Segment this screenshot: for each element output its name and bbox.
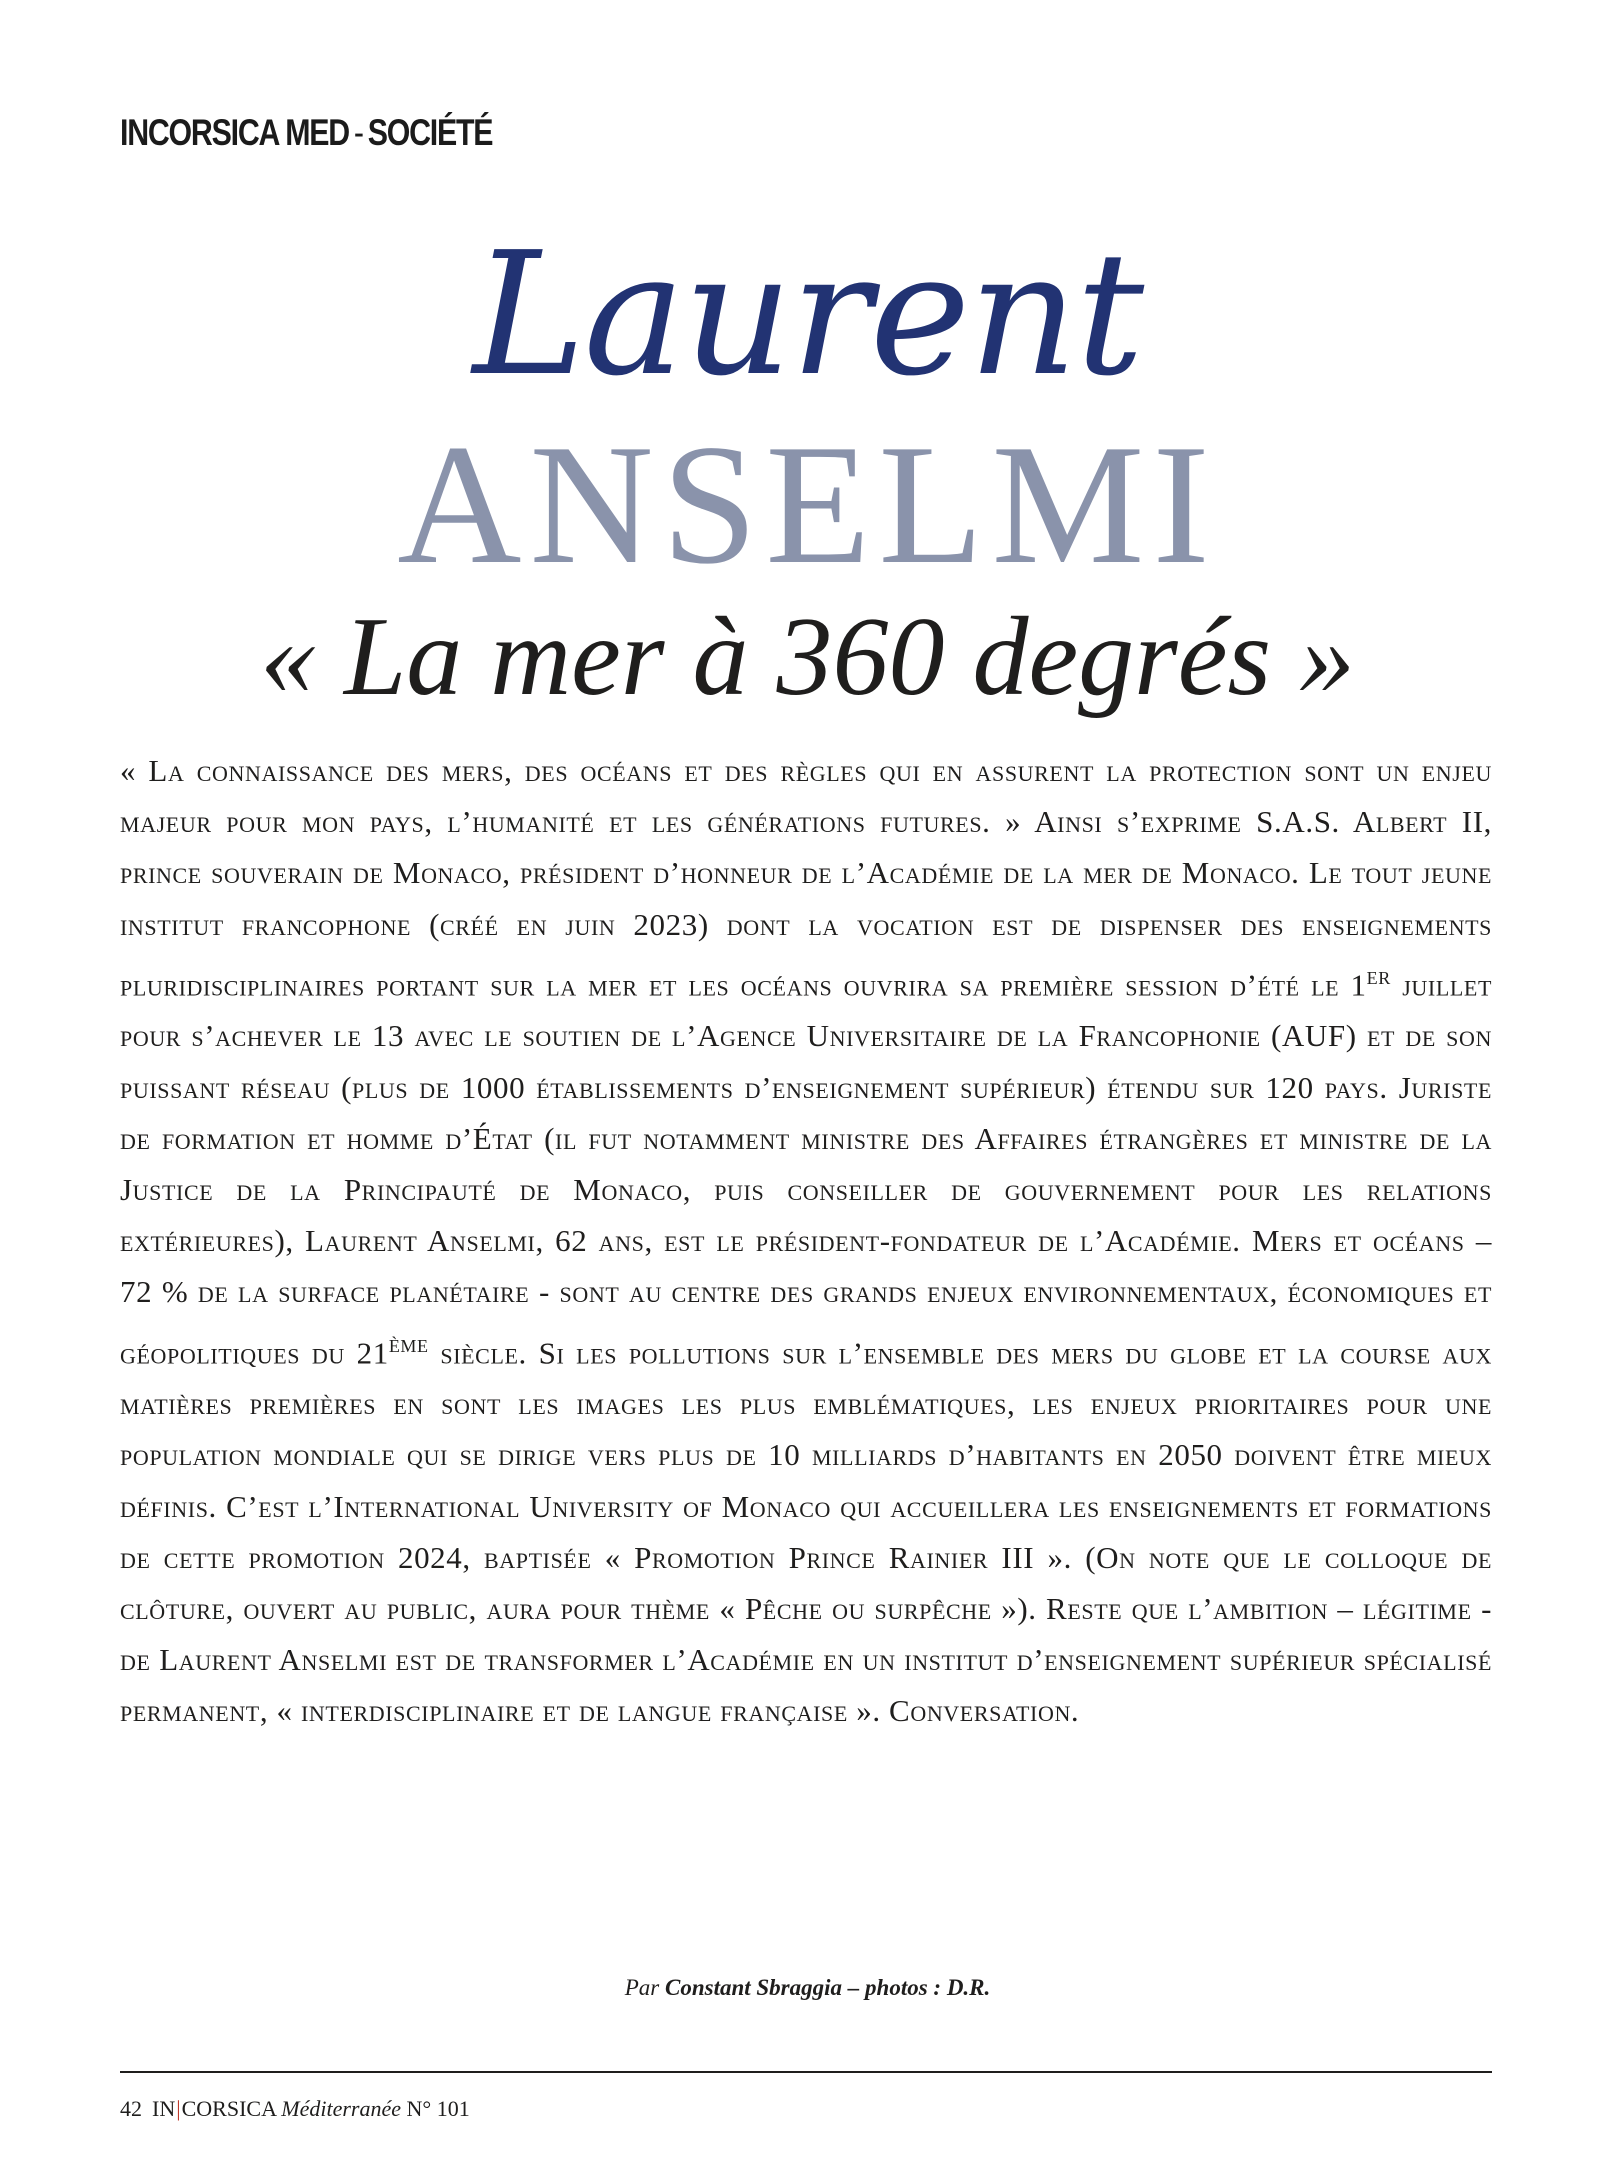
footer-brand-corsica: CORSICA (181, 2096, 282, 2121)
byline-author: Constant Sbraggia – photos : D.R. (664, 1975, 991, 2000)
footer-issue: N° 101 (401, 2096, 470, 2121)
section-header (120, 112, 492, 154)
title-quote: « La mer à 360 degrés » (259, 595, 1356, 719)
lead-text-part-2: juillet pour s’achever le 13 avec le soutien de l’Agence Universitaire de la Francophonie (AUF) et de son puissant réseau (plus de 1000 établissements d’enseignement supérieur) étendu sur 120 pays. Juriste de formation et homme d’État (il fut notamment ministre des Affaires étrangères et ministre de la Justice de la Principauté de Monaco, puis conseiller de gouvernement pour les relations extérieures), Laurent Anselmi, 62 ans, est le président-fondateur de l’Académie. Mers et océans – 72 % de la surface planétaire - sont au centre des grands enjeux environnementaux, économiques et géopolitiques du 21 (120, 967, 1492, 1370)
footer-brand-in: IN (152, 2096, 176, 2121)
header-separator: - (353, 112, 363, 153)
title-first-name: Laurent (472, 216, 1143, 414)
title-last-name: ANSELMI (397, 410, 1218, 600)
byline-prefix: Par (624, 1975, 665, 2000)
ordinal-superscript-2: ème (388, 1328, 429, 1358)
magazine-name: INCORSICA MED (120, 112, 349, 153)
lead-text-part-1: « La connaissance des mers, des océans et des règles qui en assurent la protection sont un enjeu majeur pour mon pays, l’humanité et les générations futures. » Ainsi s’exprime S.A.S. Albert II, prince souverain de Monaco, président d’honneur de l’Académie de la mer de Monaco. Le tout jeune institut francophone (créé en juin 2023) dont la vocation est de dispenser des enseignements pluridisciplinaires portant sur la mer et les océans ouvrira sa première session d’été le 1 (120, 753, 1492, 1003)
footer-edition: Méditerranée (281, 2096, 402, 2121)
lead-paragraph (120, 745, 1492, 1737)
footer-brand-bar: | (176, 2096, 181, 2121)
page-footer (120, 2096, 470, 2122)
footer-divider (120, 2071, 1492, 2073)
page-number: 42 (120, 2096, 142, 2121)
section-name: SOCIÉTÉ (367, 112, 493, 153)
lead-text-part-3: siècle. Si les pollutions sur l’ensemble des mers du globe et la course aux matières premières en sont les images les plus emblématiques, les enjeux prioritaires pour une population mondiale qui se dirige vers plus de 10 milliards d’habitants en 2050 doivent être mieux définis. C’est l’International University of Monaco qui accueillera les enseignements et formations de cette promotion 2024, baptisée « Promotion Prince Rainier III ». (On note que le colloque de clôture, ouvert au public, aura pour thème « Pêche ou surpêche »). Reste que l’ambition – légitime - de Laurent Anselmi est de transformer l’Académie en un institut d’enseignement supérieur spécialisé permanent, « interdisciplinaire et de langue française ». Conversation. (120, 1334, 1492, 1729)
ordinal-superscript-1: er (1366, 960, 1391, 990)
byline (0, 1975, 1615, 2001)
